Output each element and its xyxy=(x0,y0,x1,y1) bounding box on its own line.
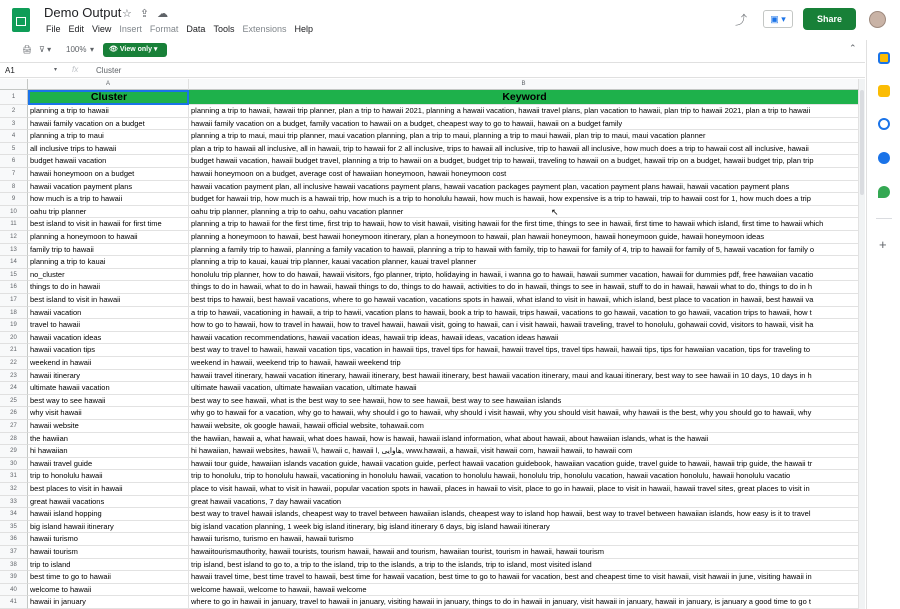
cluster-cell[interactable]: all inclusive trips to hawaii xyxy=(28,143,189,156)
row-header[interactable]: 15 xyxy=(0,269,28,282)
move-icon[interactable]: ⇪ xyxy=(139,8,150,20)
zoom-select[interactable]: 100% xyxy=(66,45,87,54)
menu-data[interactable]: Data xyxy=(186,24,206,34)
formula-input[interactable]: Cluster xyxy=(96,66,122,75)
keyword-cell[interactable]: great hawaii vacations, 7 day hawaii vacation xyxy=(189,496,859,509)
cluster-cell[interactable]: welcome to hawaii xyxy=(28,584,189,597)
keyword-cell[interactable]: planning a trip to maui, maui trip planner, maui vacation planning, plan a trip to maui, planning a trip to maui hawaii, plan trip to maui, maui vacation planner xyxy=(189,130,859,143)
row-header[interactable]: 22 xyxy=(0,357,28,370)
fx-icon: fx xyxy=(72,65,79,74)
cluster-cell[interactable]: hawaii vacation payment plans xyxy=(28,181,189,194)
star-icon[interactable]: ☆ xyxy=(122,8,132,20)
row-header[interactable]: 35 xyxy=(0,521,28,534)
column-header-b[interactable]: B xyxy=(189,79,859,90)
share-button[interactable]: Share xyxy=(803,8,856,30)
cluster-cell[interactable]: best way to see hawaii xyxy=(28,395,189,408)
avatar[interactable] xyxy=(869,11,886,28)
cluster-cell[interactable]: hawaii website xyxy=(28,420,189,433)
cluster-cell[interactable]: hawaii in january xyxy=(28,596,189,609)
keyword-cell[interactable]: place to visit hawaii, what to visit in hawaii, popular vacation spots in hawaii, places in hawaii to visit, place to go in hawaii, place to visit in hawaii, hawaii travel sites, great places to visit in xyxy=(189,483,859,496)
keyword-cell[interactable]: hawaii travel itinerary, hawaii vacation itinerary, hawaii itinerary, best hawaii itinerary, best hawaii vacation itinerary, maui and kauai itinerary, best way to see hawaii in 10 days, 10 days in h xyxy=(189,370,859,383)
row-header[interactable]: 6 xyxy=(0,155,28,168)
keyword-cell[interactable]: trip island, best island to go to, a trip to the island, trip to the islands, a trip to the islands, trip to island, most visited island xyxy=(189,559,859,572)
menu-help[interactable]: Help xyxy=(294,24,313,34)
row-header[interactable]: 16 xyxy=(0,281,28,294)
cluster-cell[interactable]: family trip to hawaii xyxy=(28,244,189,257)
filter-icon[interactable]: ⊽ ▾ xyxy=(39,45,52,54)
row-header[interactable]: 37 xyxy=(0,546,28,559)
keyword-cell[interactable]: trip to honolulu, trip to honolulu hawaii, vacationing in honolulu hawaii, vacation to honolulu hawaii, honolulu trip, honolulu vacation, hawaii vacation honolulu, hawaii honolulu vacatio xyxy=(189,470,859,483)
keyword-cell[interactable]: plan a trip to hawaii all inclusive, all in hawaii, trip to hawaii for 2 all inclusive, trips to hawaii all inclusive, trip to hawaii all inclusive, how much does a trip to hawaii cost all inclusive, hawaii xyxy=(189,143,859,156)
keyword-cell[interactable]: honolulu trip planner, how to do hawaii, hawaii visitors, fgo planner, tripto, holidaying in hawaii, i wanna go to hawaii, hawaii summer vacation, hawaii for dummies pdf, free hawaiian vacatio xyxy=(189,269,859,282)
row-header[interactable]: 3 xyxy=(0,118,28,131)
cluster-cell[interactable]: big island hawaii itinerary xyxy=(28,521,189,534)
chevron-down-icon[interactable]: ▾ xyxy=(90,45,95,54)
row-header[interactable]: 19 xyxy=(0,319,28,332)
row-header[interactable]: 27 xyxy=(0,420,28,433)
cluster-cell[interactable]: trip to honolulu hawaii xyxy=(28,470,189,483)
row-header[interactable]: 8 xyxy=(0,181,28,194)
keyword-cell[interactable]: best trips to hawaii, best hawaii vacations, where to go hawaii vacation, vacations spots in hawaii, what island to visit in hawaii, which island, best place to vacation in hawaii, best hawaii va xyxy=(189,294,859,307)
row-header[interactable]: 18 xyxy=(0,307,28,320)
spreadsheet-grid[interactable] xyxy=(0,79,859,609)
row-header[interactable]: 11 xyxy=(0,218,28,231)
keyword-cell[interactable]: best way to travel hawaii islands, cheapest way to travel between hawaiian islands, cheapest way to island hop hawaii, best way to travel between hawaiian islands, how easy is it to travel xyxy=(189,508,859,521)
menu-bar xyxy=(42,24,317,34)
cluster-cell[interactable]: hawaii island hopping xyxy=(28,508,189,521)
keyword-cell[interactable]: big island vacation planning, 1 week big island itinerary, big island itinerary 6 days, big island hawaii itinerary xyxy=(189,521,859,534)
keyword-cell[interactable]: hawaii vacation recommendations, hawaii vacation ideas, hawaii trip ideas, hawaii ideas, vacation ideas hawaii xyxy=(189,332,859,345)
document-title[interactable]: Demo Output xyxy=(44,5,122,20)
menu-edit[interactable]: Edit xyxy=(68,24,85,34)
keyword-cell[interactable]: hawaii family vacation on a budget, family vacation to hawaii on a budget, cheapest way to go to hawaii, hawaii on a budget family xyxy=(189,118,859,131)
formula-bar xyxy=(0,62,865,78)
cluster-cell[interactable]: ultimate hawaii vacation xyxy=(28,382,189,395)
cluster-cell[interactable]: great hawaii vacations xyxy=(28,496,189,509)
keyword-cell[interactable]: weekend in hawaii, weekend trip to hawaii, hawaii weekend trip xyxy=(189,357,859,370)
print-icon[interactable]: 🖨 xyxy=(22,45,33,54)
row-header[interactable]: 29 xyxy=(0,445,28,458)
cluster-cell[interactable]: hawaii travel guide xyxy=(28,458,189,471)
row-header[interactable]: 23 xyxy=(0,370,28,383)
menu-insert[interactable]: Insert xyxy=(119,24,142,34)
collapse-toolbar-icon[interactable]: ⌃ xyxy=(849,43,857,53)
keyword-cell[interactable]: things to do in hawaii, what to do in hawaii, hawaii things to do, things to do hawaii, activities to do in hawaii, things to see in hawaii, stuff to do in hawaii, hawaii what to do, things to do in h xyxy=(189,281,859,294)
top-bar xyxy=(0,0,900,40)
keyword-cell[interactable]: planning a trip to kauai, kauai trip planner, kauai vacation planner, kauai travel planner xyxy=(189,256,859,269)
row-header[interactable]: 21 xyxy=(0,344,28,357)
cluster-cell[interactable]: how much is a trip to hawaii xyxy=(28,193,189,206)
row-header[interactable]: 36 xyxy=(0,533,28,546)
name-box[interactable]: A1 xyxy=(5,66,15,75)
keyword-cell[interactable]: hawaii website, ok google hawaii, hawaii official website, tohawaii.com xyxy=(189,420,859,433)
cluster-cell[interactable]: no_cluster xyxy=(28,269,189,282)
activity-trend-icon[interactable]: ⤴ xyxy=(735,13,748,27)
cluster-cell[interactable]: planning a honeymoon to hawaii xyxy=(28,231,189,244)
keyword-cell[interactable]: best way to travel to hawaii, hawaii vacation tips, vacation in hawaii tips, travel tips for hawaii, hawaii travel tips, travel tips hawaii, hawaii tips, tips for hawaiian vacation, tips for traveling to xyxy=(189,344,859,357)
cluster-cell[interactable]: hawaii tourism xyxy=(28,546,189,559)
row-header[interactable]: 34 xyxy=(0,508,28,521)
cluster-cell[interactable]: hawaii itinerary xyxy=(28,370,189,383)
keyword-cell[interactable]: hi hawaiian, hawaii websites, hawaii \\, hawaii c, hawaii l, هاوایی, www.hawaii, a hawaii, visit hawaii com, hawaii hawaii, to hawaii com xyxy=(189,445,859,458)
menu-format[interactable]: Format xyxy=(149,24,179,34)
sheets-logo-icon[interactable] xyxy=(12,8,30,32)
cluster-cell[interactable]: why visit hawaii xyxy=(28,407,189,420)
keyword-cell[interactable]: budget for hawaii trip, how much is a hawaii trip, how much is a trip to honolulu hawaii, how much is hawaii, how expensive is a trip to hawaii, trip to hawaii cost for 1, how much does a trip xyxy=(189,193,859,206)
keyword-cell[interactable]: planning a trip to hawaii for the first time, first trip to hawaii, how to visit hawaii, visiting hawaii for the first time, things to see in hawaii, first time to hawaii which island, first time to hawaii which xyxy=(189,218,859,231)
cluster-cell[interactable]: travel to hawaii xyxy=(28,319,189,332)
row-header[interactable]: 30 xyxy=(0,458,28,471)
keyword-cell[interactable]: a trip to hawaii, vacationing in hawaii, a trip to hawii, vacation plans to hawaii, book a trip to hawaii, trips hawaii, vacations to go hawaii, vacation to go hawaii, vacation trips to hawaii, how t xyxy=(189,307,859,320)
cluster-cell[interactable]: best island to visit in hawaii for first time xyxy=(28,218,189,231)
keyword-cell[interactable]: oahu trip planner, planning a trip to oahu, oahu vacation planner xyxy=(189,206,859,219)
cluster-cell[interactable]: things to do in hawaii xyxy=(28,281,189,294)
keyword-cell[interactable]: why go to hawaii for a vacation, why go to hawaii, why should i go to hawaii, why should i visit hawaii, why you should visit hawaii, why hawaii is the best, why you should go to hawaii, why xyxy=(189,407,859,420)
row-header[interactable]: 31 xyxy=(0,470,28,483)
cluster-cell[interactable]: planning a trip to hawaii xyxy=(28,105,189,118)
keyword-cell[interactable]: planning a honeymoon to hawaii, best hawaii honeymoon itinerary, plan a honeymoon to hawaii, plan hawaii honeymoon, hawaii honeymoon guide, hawaii honeymoon ideas xyxy=(189,231,859,244)
row-header[interactable]: 9 xyxy=(0,193,28,206)
calendar-icon[interactable] xyxy=(878,52,890,64)
cluster-cell[interactable]: hawaii turismo xyxy=(28,533,189,546)
cluster-cell[interactable]: planning a trip to maui xyxy=(28,130,189,143)
menu-tools[interactable]: Tools xyxy=(213,24,235,34)
keyword-cell[interactable]: hawaiitourismauthority, hawaii tourists, tourism hawaii, hawaii and tourism, hawaiian tourist, tourism in hawaii, hawaii tourism xyxy=(189,546,859,559)
row-header[interactable]: 24 xyxy=(0,382,28,395)
menu-extensions[interactable]: Extensions xyxy=(242,24,287,34)
row-header[interactable]: 39 xyxy=(0,571,28,584)
row-header[interactable]: 12 xyxy=(0,231,28,244)
row-header[interactable]: 4 xyxy=(0,130,28,143)
keyword-cell[interactable]: planning a family trip to hawaii, planning a family vacation to hawaii, planning a trip to hawaii with family, trip to hawaii for family of 4, trip to hawaii for family of 5, hawaii vacation for family o xyxy=(189,244,859,257)
row-header[interactable]: 32 xyxy=(0,483,28,496)
row-header[interactable]: 40 xyxy=(0,584,28,597)
cloud-status-icon[interactable]: ☁ xyxy=(157,8,169,20)
row-header[interactable]: 14 xyxy=(0,256,28,269)
cluster-cell[interactable]: budget hawaii vacation xyxy=(28,155,189,168)
keyword-cell[interactable]: the hawiian, hawaii a, what hawaii, what does hawaii, how is hawaii, hawaii island information, what about hawaii, about hawaiian islands, what is the hawaii xyxy=(189,433,859,446)
cluster-cell[interactable]: oahu trip planner xyxy=(28,206,189,219)
row-header[interactable]: 2 xyxy=(0,105,28,118)
keyword-cell[interactable]: welcome hawaii, welcome to hawaii, hawaii welcome xyxy=(189,584,859,597)
keyword-cell[interactable]: hawaii tour guide, hawaiian islands vacation guide, hawaii vacation guide, perfect hawaii vacation guidebook, hawaiian vacation guide, travel guide to hawaii, hawaii trip guide, the hawaii tr xyxy=(189,458,859,471)
cluster-cell[interactable]: best time to go to hawaii xyxy=(28,571,189,584)
present-button[interactable]: ▣ ▾ xyxy=(763,10,793,28)
scrollbar-thumb[interactable] xyxy=(860,90,864,195)
cluster-cell[interactable]: hawaii vacation tips xyxy=(28,344,189,357)
row-header[interactable]: 7 xyxy=(0,168,28,181)
chevron-down-icon[interactable]: ▾ xyxy=(54,67,58,73)
keyword-cell[interactable]: planning a trip to hawaii, hawaii trip planner, plan a trip to hawaii 2021, planning a hawaii vacation, hawaii travel plans, plan vacation to hawaii, plan trip to hawaii 2021, plan a trip to hawaii xyxy=(189,105,859,118)
row-header[interactable]: 10 xyxy=(0,206,28,219)
keep-icon[interactable] xyxy=(878,85,890,97)
select-all-corner[interactable] xyxy=(0,79,28,90)
keyword-cell[interactable]: hawaii travel time, best time travel to hawaii, best time for hawaii vacation, best time to go to hawaii for vacation, best and cheapest time to visit hawaii, visit hawaii in june, visiting hawaii in xyxy=(189,571,859,584)
row-header[interactable]: 17 xyxy=(0,294,28,307)
contacts-icon[interactable] xyxy=(878,152,890,164)
keyword-cell[interactable]: best way to see hawaii, what is the best way to see hawaii, how to see hawaii, best way to see hawaiian islands xyxy=(189,395,859,408)
keyword-cell[interactable]: how to go to hawaii, how to travel in hawaii, how to travel hawaii, hawaii visit, going to hawaii, can i visit hawaii, hawaii traveling, travel to honolulu, gohawaii covid, visitors to hawaii, visit ha xyxy=(189,319,859,332)
cluster-cell[interactable]: planning a trip to kauai xyxy=(28,256,189,269)
keyword-cell[interactable]: budget hawaii vacation, hawaii budget travel, planning a trip to hawaii on a budget, budget trip to hawaii, traveling to hawaii on a budget, hawaii trip on a budget, hawaii budget trip, plan trip xyxy=(189,155,859,168)
row-header[interactable]: 20 xyxy=(0,332,28,345)
cluster-cell[interactable]: hawaii vacation ideas xyxy=(28,332,189,345)
column-header-a[interactable]: A xyxy=(28,79,189,90)
row-header[interactable]: 38 xyxy=(0,559,28,572)
mouse-cursor-icon: ↖ xyxy=(551,207,559,217)
row-header[interactable]: 41 xyxy=(0,596,28,609)
cluster-cell[interactable]: hawaii honeymoon on a budget xyxy=(28,168,189,181)
cell-a1-cluster-header[interactable]: Cluster xyxy=(28,90,189,105)
title-icons xyxy=(122,7,168,20)
keyword-cell[interactable]: hawaii honeymoon on a budget, average cost of hawaiian honeymoon, hawaii honeymoon cost xyxy=(189,168,859,181)
view-only-button[interactable]: 👁 View only ▾ xyxy=(103,43,167,57)
row-header[interactable]: 13 xyxy=(0,244,28,257)
menu-view[interactable]: View xyxy=(92,24,112,34)
cluster-cell[interactable]: best places to visit in hawaii xyxy=(28,483,189,496)
cluster-cell[interactable]: hawaii family vacation on a budget xyxy=(28,118,189,131)
keyword-cell[interactable]: hawaii turismo, turismo en hawaii, hawaii turismo xyxy=(189,533,859,546)
keyword-cell[interactable]: ultimate hawaii vacation, ultimate hawaiian vacation, ultimate hawaii xyxy=(189,382,859,395)
cell-b1-keyword-header[interactable]: Keyword xyxy=(189,90,859,105)
cluster-cell[interactable]: weekend in hawaii xyxy=(28,357,189,370)
row-header[interactable]: 25 xyxy=(0,395,28,408)
row-header[interactable]: 5 xyxy=(0,143,28,156)
cluster-cell[interactable]: trip to island xyxy=(28,559,189,572)
cluster-cell[interactable]: the hawiian xyxy=(28,433,189,446)
cluster-cell[interactable]: hawaii vacation xyxy=(28,307,189,320)
row-header[interactable]: 1 xyxy=(0,90,28,105)
cluster-cell[interactable]: hi hawaiian xyxy=(28,445,189,458)
keyword-cell[interactable]: hawaii vacation payment plan, all inclusive hawaii vacations payment plans, hawaii vacation packages payment plan, vacation payment plans hawaii, hawaii vacation payment plans xyxy=(189,181,859,194)
keyword-cell[interactable]: where to go in hawaii in january, travel to hawaii in january, visiting hawaii in january, things to do in hawaii in january, visit hawaii in january, hawaii in january, is january a good time to go t xyxy=(189,596,859,609)
add-addon-icon[interactable]: + xyxy=(879,237,887,252)
maps-icon[interactable] xyxy=(878,186,890,198)
row-header[interactable]: 26 xyxy=(0,407,28,420)
row-header[interactable]: 28 xyxy=(0,433,28,446)
cluster-cell[interactable]: best island to visit in hawaii xyxy=(28,294,189,307)
menu-file[interactable]: File xyxy=(46,24,61,34)
row-header[interactable]: 33 xyxy=(0,496,28,509)
side-panel-divider xyxy=(876,218,892,219)
tasks-icon[interactable] xyxy=(878,118,890,130)
side-panel xyxy=(866,40,900,609)
